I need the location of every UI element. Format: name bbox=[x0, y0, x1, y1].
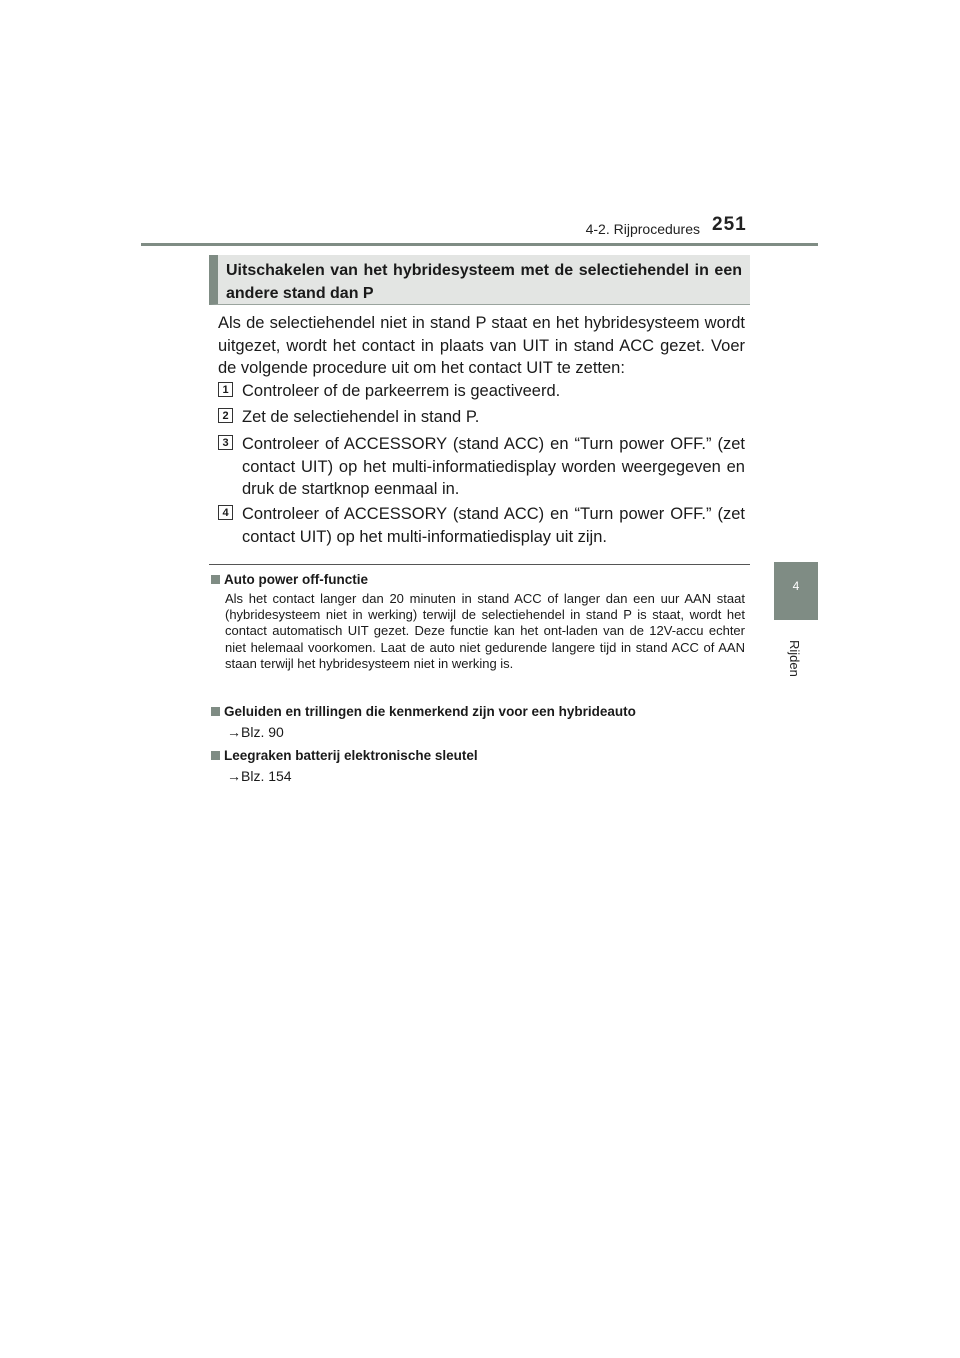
step-number-2: 2 bbox=[218, 408, 233, 423]
square-bullet-icon bbox=[211, 751, 220, 760]
step-text-3: Controleer of ACCESSORY (stand ACC) en “Turn power OFF.” (zet contact UIT) op het multi-informatiedisplay worden weergegeven en druk de startknop eenmaal in. bbox=[242, 435, 745, 498]
section-label: 4-2. Rijprocedures bbox=[585, 221, 700, 237]
note-title-key-battery: Leegraken batterij elektronische sleutel bbox=[211, 747, 751, 765]
page-number: 251 bbox=[712, 214, 747, 235]
header-rule bbox=[141, 243, 818, 246]
notes-divider bbox=[209, 564, 750, 565]
step-text-1: Controleer of de parkeerrem is geactiveerd. bbox=[242, 382, 561, 400]
step-text-4: Controleer of ACCESSORY (stand ACC) en “Turn power OFF.” (zet contact UIT) op het multi-informatiedisplay uit zijn. bbox=[242, 505, 745, 546]
chapter-tab bbox=[774, 562, 818, 620]
note-body-auto-power-off: Als het contact langer dan 20 minuten in stand ACC of langer dan een uur AAN staat (hybridesysteem niet in werking) terwijl de selectiehendel in stand P is staat, wordt het contact automatisch UIT gezet. Deze functie kan het ont-laden van de 12V-accu echter niet helemaal voorkomen. Laat de auto niet gedurende langere tijd in stand ACC of AAN staan terwijl het hybridesysteem niet in werking is. bbox=[225, 591, 745, 671]
note-title-sounds-vibrations: Geluiden en trillingen die kenmerkend zijn voor een hybrideauto bbox=[211, 703, 751, 721]
step-number-4: 4 bbox=[218, 505, 233, 520]
section-title: Uitschakelen van het hybridesysteem met de selectiehendel in een andere stand dan P bbox=[209, 255, 750, 305]
page-reference-90[interactable]: →Blz. 90 bbox=[227, 724, 284, 740]
chapter-label-text: Rijden bbox=[787, 640, 802, 677]
intro-paragraph: Als de selectiehendel niet in stand P staat en het hybridesysteem wordt uitgezet, wordt het contact in plaats van UIT in stand ACC gezet. Voer de volgende procedure uit om het contact UIT te zetten: bbox=[218, 314, 745, 377]
note-title-auto-power-off: Auto power off-functie bbox=[211, 571, 751, 589]
chapter-label bbox=[778, 640, 814, 690]
step-text-2: Zet de selectiehendel in stand P. bbox=[242, 408, 480, 426]
chapter-number: 4 bbox=[792, 579, 800, 593]
square-bullet-icon bbox=[211, 707, 220, 716]
step-number-3: 3 bbox=[218, 435, 233, 450]
square-bullet-icon bbox=[211, 575, 220, 584]
page-reference-154[interactable]: →Blz. 154 bbox=[227, 768, 292, 784]
step-number-1: 1 bbox=[218, 382, 233, 397]
